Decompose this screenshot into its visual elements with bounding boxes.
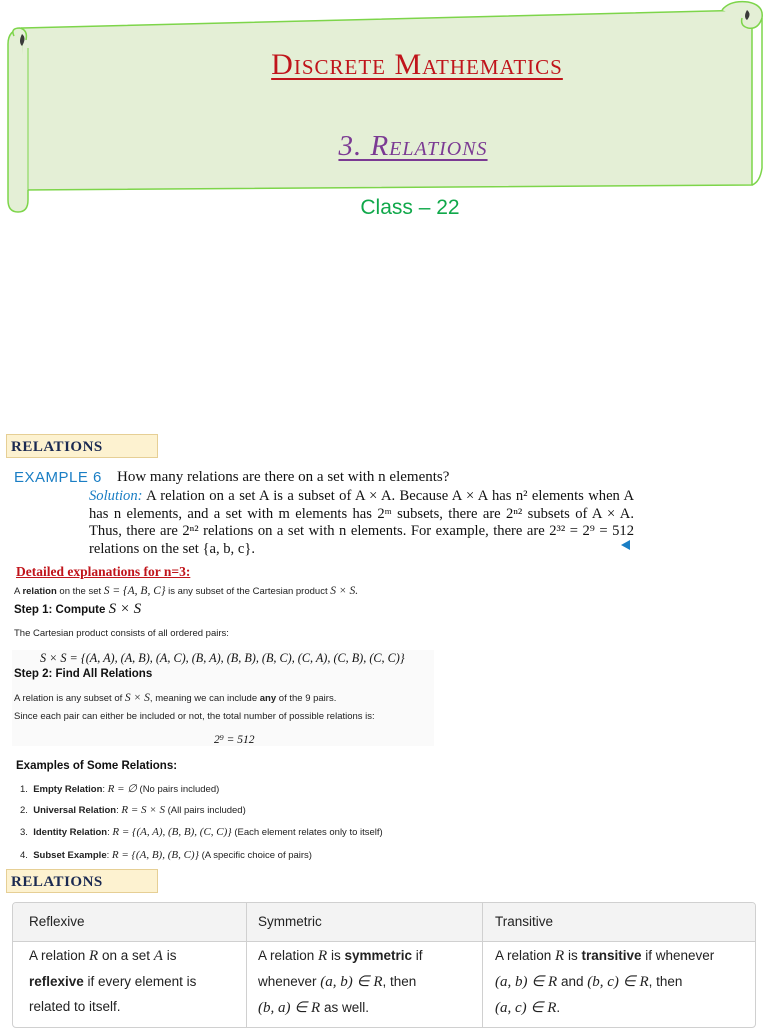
example-label: EXAMPLE 6 bbox=[14, 469, 102, 486]
step1-text: The Cartesian product consists of all ordered pairs: bbox=[14, 628, 229, 639]
example-question: How many relations are there on a set with n elements? bbox=[117, 469, 450, 485]
section-header-relations-2: RELATIONS bbox=[6, 869, 158, 893]
solution-block bbox=[89, 488, 634, 558]
cell-symmetric: A relation R is symmetric if whenever (a, b) ∈ R, then (b, a) ∈ R as well. bbox=[258, 948, 423, 1016]
end-of-example-icon bbox=[621, 540, 630, 550]
examples-heading: Examples of Some Relations: bbox=[16, 760, 178, 772]
cell-transitive: A relation R is transitive if whenever (a, b) ∈ R and (b, c) ∈ R, then (a, c) ∈ R. bbox=[495, 948, 715, 1016]
result-formula: 2⁹ = 512 bbox=[214, 734, 255, 746]
section-header-relations: RELATIONS bbox=[6, 434, 158, 458]
cell-reflexive: A relation R on a set A is reflexive if every element is related to itself. bbox=[29, 948, 197, 1014]
banner-subtitle: 3. Relations bbox=[338, 130, 488, 162]
solution-text: A relation on a set A is a subset of A × A. Because A × A has n² elements when A has n elements, and a set with m elements has 2ᵐ subsets, there are 2ⁿ² subsets of A × A. Thus, there are 2ⁿ² relations on a set with n elements. For example, there are 2³² = 2⁹ = 512 relations on the set {a, b, c}. bbox=[89, 488, 634, 557]
cartesian-product: S × S = {(A, A), (A, B), (A, C), (B, A), (B, B), (B, C), (C, A), (C, B), (C, C)} bbox=[40, 651, 405, 665]
solution-label: Solution: bbox=[89, 488, 143, 504]
column-header-reflexive: Reflexive bbox=[29, 914, 85, 929]
column-header-transitive: Transitive bbox=[495, 914, 554, 929]
step2-heading: Step 2: Find All Relations bbox=[14, 668, 153, 680]
class-label: Class – 22 bbox=[360, 196, 460, 219]
example-item: 3. Identity Relation: R = {(A, A), (B, B), (C, C)} (Each element relates only to itself) bbox=[20, 826, 383, 838]
example-item: 2. Universal Relation: R = S × S (All pairs included) bbox=[20, 804, 246, 816]
detail-heading: Detailed explanations for n=3: bbox=[16, 564, 191, 579]
step2-text-2: Since each pair can either be included or not, the total number of possible relations is: bbox=[14, 711, 375, 722]
step2-text: A relation is any subset of S × S, meaning we can include any of the 9 pairs. bbox=[14, 692, 337, 704]
scroll-banner bbox=[0, 0, 768, 215]
table-header bbox=[13, 903, 755, 942]
relation-properties-table bbox=[12, 902, 756, 1028]
column-header-symmetric: Symmetric bbox=[258, 914, 322, 929]
banner-title: Discrete Mathematics bbox=[271, 48, 563, 81]
step1-heading: Step 1: Compute S × S bbox=[14, 601, 142, 617]
detail-intro: A relation on the set S = {A, B, C} is any subset of the Cartesian product S × S. bbox=[14, 585, 359, 597]
example-item: 1. Empty Relation: R = ∅ (No pairs included) bbox=[20, 783, 220, 795]
example-item: 4. Subset Example: R = {(A, B), (B, C)} (A specific choice of pairs) bbox=[20, 849, 312, 861]
